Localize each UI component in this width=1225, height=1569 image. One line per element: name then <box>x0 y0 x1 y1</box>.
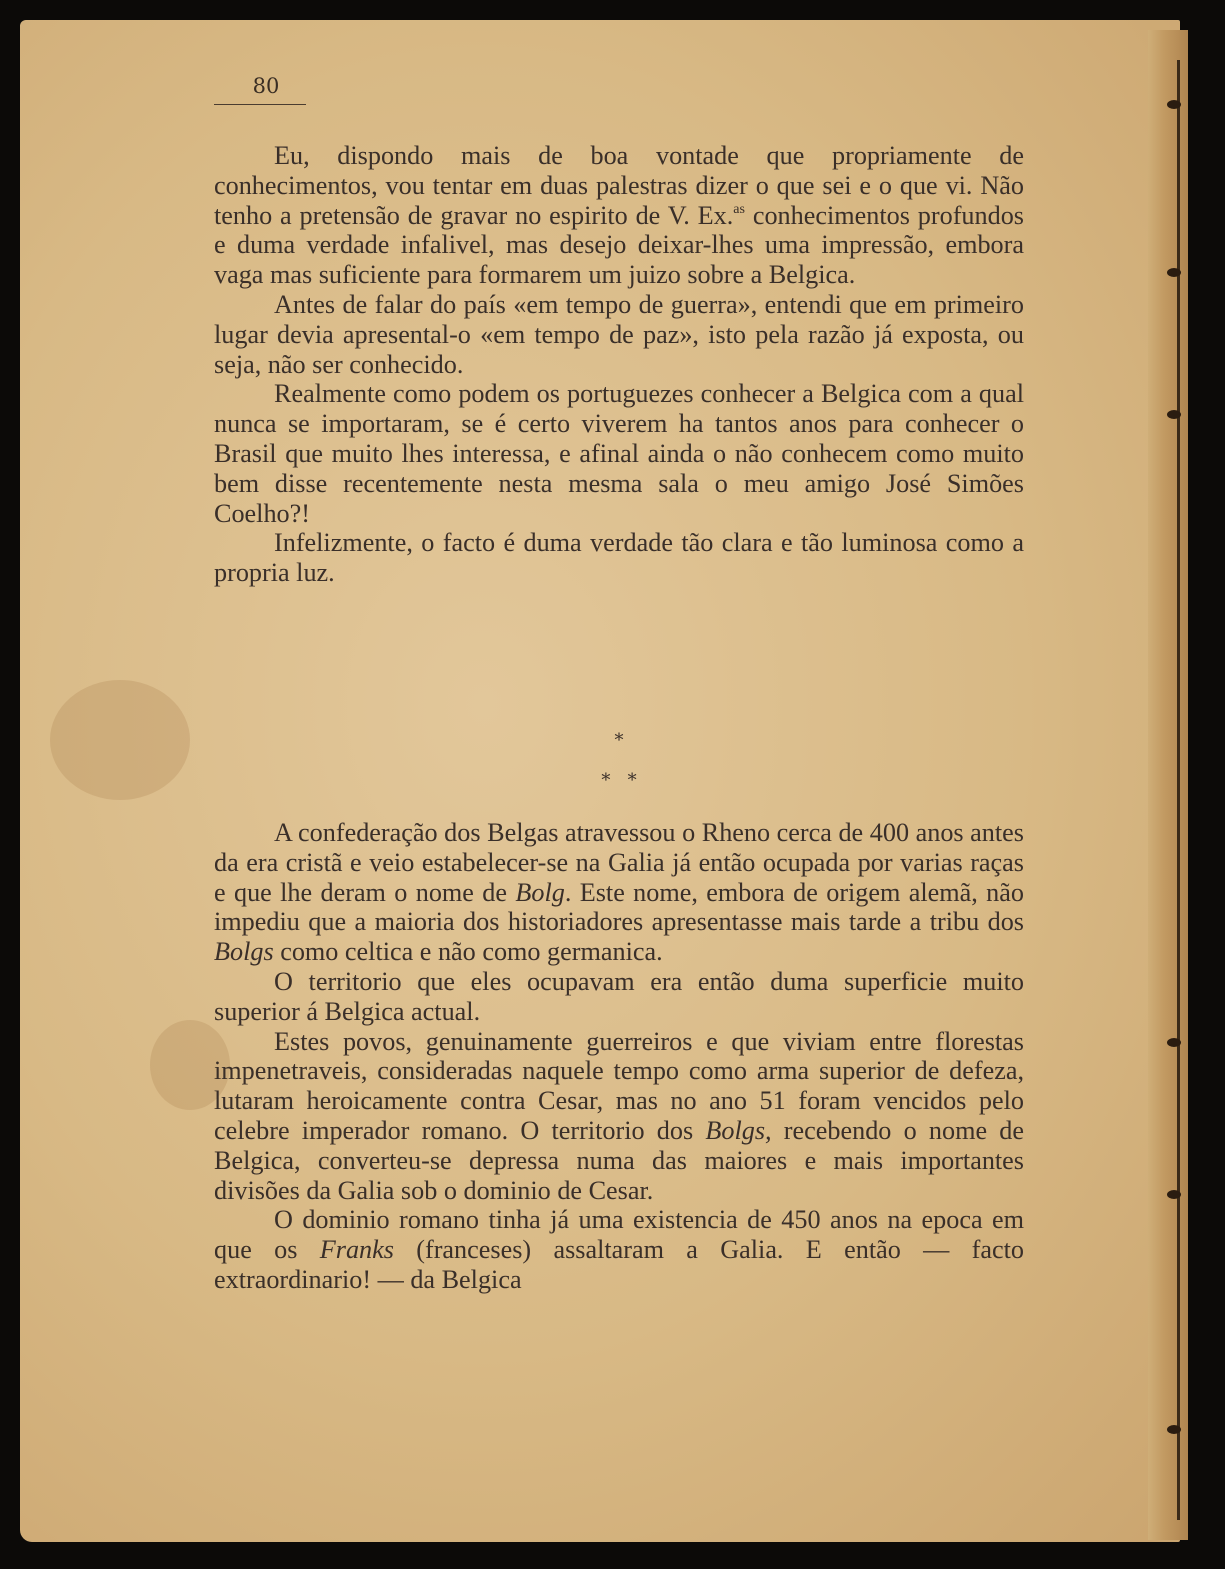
binding-stitch <box>1167 100 1181 109</box>
paragraph: Antes de falar do país «em tempo de guerra», entendi que em primeiro lugar devia apresental-o «em tempo de paz», isto pela razão já exposta, ou seja, não ser conhecido. <box>214 289 1024 379</box>
text-section-1 <box>214 141 1024 588</box>
binding-stitch <box>1167 1190 1181 1199</box>
spine-binding-line <box>1177 60 1180 1520</box>
paragraph: Infelizmente, o facto é duma verdade tão clara e tão luminosa como a propria luz. <box>214 528 1024 588</box>
binding-stitch <box>1167 410 1181 419</box>
paragraph: A confederação dos Belgas atravessou o Rheno cerca de 400 anos antes da era cristã e veio estabelecer-se na Galia já então ocupada por varias raças e que lhe deram o nome de Bolg. Este nome, embora de origem alemã, não impediu que a maioria dos historiadores apresentasse mais tarde a tribu dos Bolgs como celtica e não como germanica. <box>214 818 1024 967</box>
page-number-rule <box>214 104 306 105</box>
page-number: 80 <box>252 74 280 98</box>
section-separator-bottom: * * <box>601 770 637 791</box>
paragraph: O dominio romano tinha já uma existencia de 450 anos na epoca em que os Franks (franceses) assaltaram a Galia. E então — facto extraordinario! — da Belgica <box>214 1205 1024 1294</box>
binding-stitch <box>1167 268 1181 277</box>
binding-stitch <box>1167 1425 1181 1434</box>
paragraph: O territorio que eles ocupavam era então duma superficie muito superior á Belgica actual. <box>214 966 1024 1026</box>
section-separator-top: * <box>614 730 624 751</box>
book-spine <box>1148 30 1188 1540</box>
text-section-2 <box>214 818 1024 1295</box>
paper-stain <box>50 680 190 800</box>
paragraph: Realmente como podem os portuguezes conhecer a Belgica com a qual nunca se importaram, se é certo viverem ha tantos anos para conhecer o Brasil que muito lhes interessa, e afinal ainda o não conhecem como muito bem disse recentemente nesta mesma sala o meu amigo José Simões Coelho?! <box>214 379 1024 528</box>
binding-stitch <box>1167 1038 1181 1047</box>
paragraph: Eu, dispondo mais de boa vontade que propriamente de conhecimentos, vou tentar em duas palestras dizer o que sei e o que vi. Não tenho a pretensão de gravar no espirito de V. Ex.$^{as}$ conhecimentos profundos e duma verdade infalivel, mas desejo deixar-lhes uma impressão, embora vaga mas suficiente para formarem um juizo sobre a Belgica. <box>214 141 1024 290</box>
paragraph: Estes povos, genuinamente guerreiros e que viviam entre florestas impenetraveis, consideradas naquele tempo como arma superior de defeza, lutaram heroicamente contra Cesar, mas no ano 51 foram vencidos pelo celebre imperador romano. O territorio dos Bolgs, recebendo o nome de Belgica, converteu-se depressa numa das maiores e mais importantes divisões da Galia sob o dominio de Cesar. <box>214 1026 1024 1205</box>
